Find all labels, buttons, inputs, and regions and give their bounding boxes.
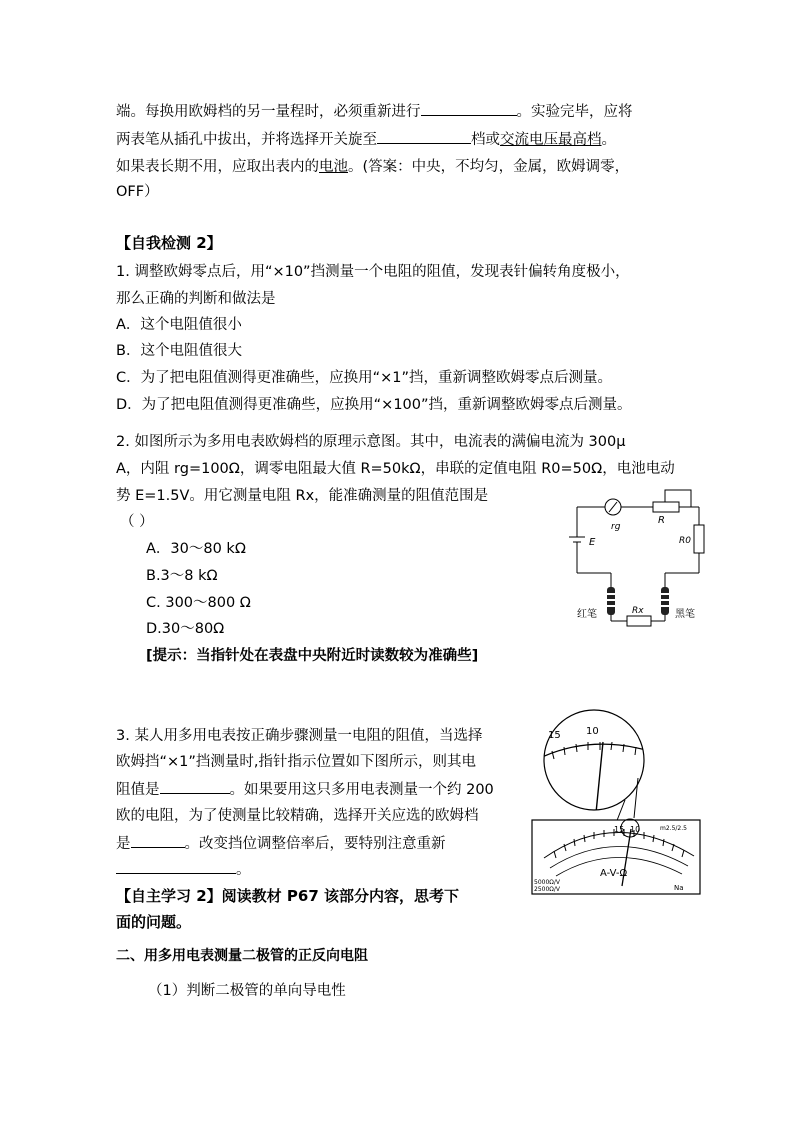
black-probe-label: 黑笔: [675, 609, 695, 620]
text-fragment: 。(答案：中央，不均匀，金属，欧姆调零，: [348, 159, 630, 175]
q2-option-a[interactable]: A．30～80 kΩ: [146, 541, 246, 557]
scale-tick-10: 10: [630, 825, 641, 834]
q1-option-a[interactable]: A．这个电阻值很小: [116, 317, 242, 333]
para1-line4: OFF）: [116, 184, 159, 200]
q3-line1: 3. 某人用多用电表按正确步骤测量一电阻的阻值，当选择: [116, 728, 483, 744]
q3-line5: [116, 833, 446, 854]
underlined-text: 电池: [319, 159, 348, 175]
q3-line4: 欧的电阻，为了使测量比较精确，选择开关应选的欧姆档: [116, 808, 479, 824]
text-fragment: 是: [116, 836, 131, 852]
text-fragment: 。改变挡位调整倍率后，要特别注意重新: [184, 836, 446, 852]
multimeter-dial-figure: [530, 708, 702, 896]
model-label: Na: [674, 884, 684, 892]
q1-option-d[interactable]: D．为了把电阻值测得更准确些，应换用“×100”挡，重新调整欧姆零点后测量。: [116, 397, 632, 413]
red-probe-label: 红笔: [577, 609, 597, 620]
text-fragment: 。如果要用这只多用电表测量一个约 200: [229, 782, 494, 798]
subsection-1: （1）判断二极管的单向导电性: [148, 983, 346, 999]
q2-answer-paren[interactable]: （ ）: [120, 514, 154, 530]
q3-line6: [116, 859, 251, 880]
sensitivity-label-2: 2500Ω/V: [534, 886, 560, 893]
q2-option-b[interactable]: B.3～8 kΩ: [146, 568, 218, 584]
q1-stem-line1: 1. 调整欧姆零点后，用“×10”挡测量一个电阻的阻值，发现表针偏转角度极小，: [116, 264, 630, 280]
zoom-tick-15: 15: [548, 730, 561, 741]
q1-stem-line2: 那么正确的判断和做法是: [116, 291, 276, 307]
q2-option-c[interactable]: C. 300～800 Ω: [146, 595, 251, 611]
r-label: R: [658, 515, 665, 526]
unit-label: A-V-Ω: [600, 868, 628, 879]
answer-blank-range[interactable]: [131, 833, 185, 848]
para1-line3: [116, 157, 629, 177]
q2-stem-line3: 势 E=1.5V。用它测量电阻 Rx，能准确测量的阻值范围是: [116, 488, 489, 504]
self-study-line2: 面的问题。: [116, 913, 192, 931]
answer-blank-2[interactable]: [377, 129, 471, 144]
self-study-line1: 【自主学习 2】阅读教材 P67 该部分内容，思考下: [116, 887, 459, 905]
text-fragment: 阻值是: [116, 782, 160, 798]
ohmmeter-circuit-diagram: [565, 485, 715, 635]
text-fragment: 端。每换用欧姆档的另一量程时，必须重新进行: [116, 104, 421, 120]
text-fragment: 档或: [471, 132, 500, 148]
q2-stem-line1: 2. 如图所示为多用电表欧姆档的原理示意图。其中，电流表的满偏电流为 300μ: [116, 434, 626, 450]
top-right-label: m2.5/2.5: [660, 825, 687, 832]
para1-line2: [116, 129, 616, 150]
q2-option-d[interactable]: D.30～80Ω: [146, 621, 225, 637]
q2-stem-line2: A，内阻 rg=100Ω，调零电阻最大值 R=50kΩ，串联的定值电阻 R0=50Ω，电池电动: [116, 461, 675, 477]
r0-label: R0: [679, 536, 691, 546]
text-fragment: 。: [236, 862, 251, 878]
rx-label: Rx: [632, 606, 644, 616]
underlined-text: 交流电压最高档: [500, 132, 602, 148]
para1-line1: [116, 101, 633, 122]
answer-blank-resistance[interactable]: [160, 779, 230, 794]
e-label: E: [589, 537, 596, 548]
q1-option-b[interactable]: B．这个电阻值很大: [116, 343, 242, 359]
q3-line3: [116, 779, 494, 800]
text-fragment: 。: [601, 132, 616, 148]
text-fragment: 两表笔从插孔中拔出，并将选择开关旋至: [116, 132, 377, 148]
text-fragment: 如果表长期不用，应取出表内的: [116, 159, 319, 175]
text-fragment: 。实验完毕，应将: [516, 104, 633, 120]
answer-blank-1[interactable]: [421, 101, 517, 116]
zoom-tick-10: 10: [586, 726, 599, 737]
sensitivity-label-1: 5000Ω/V: [534, 879, 560, 886]
q3-line2: 欧姆挡“×1”挡测量时,指针指示位置如下图所示，则其电: [116, 754, 477, 770]
q1-option-c[interactable]: C．为了把电阻值测得更准确些，应换用“×1”挡，重新调整欧姆零点后测量。: [116, 370, 613, 386]
scale-tick-15: 15: [614, 825, 625, 834]
q2-hint: [提示：当指针处在表盘中央附近时读数较为准确些]: [146, 648, 479, 664]
rg-label: rg: [611, 522, 621, 532]
section2-title: 二、用多用电表测量二极管的正反向电阻: [116, 948, 368, 964]
answer-blank-adjust[interactable]: [116, 859, 236, 874]
self-test-title: 【自我检测 2】: [116, 234, 222, 252]
